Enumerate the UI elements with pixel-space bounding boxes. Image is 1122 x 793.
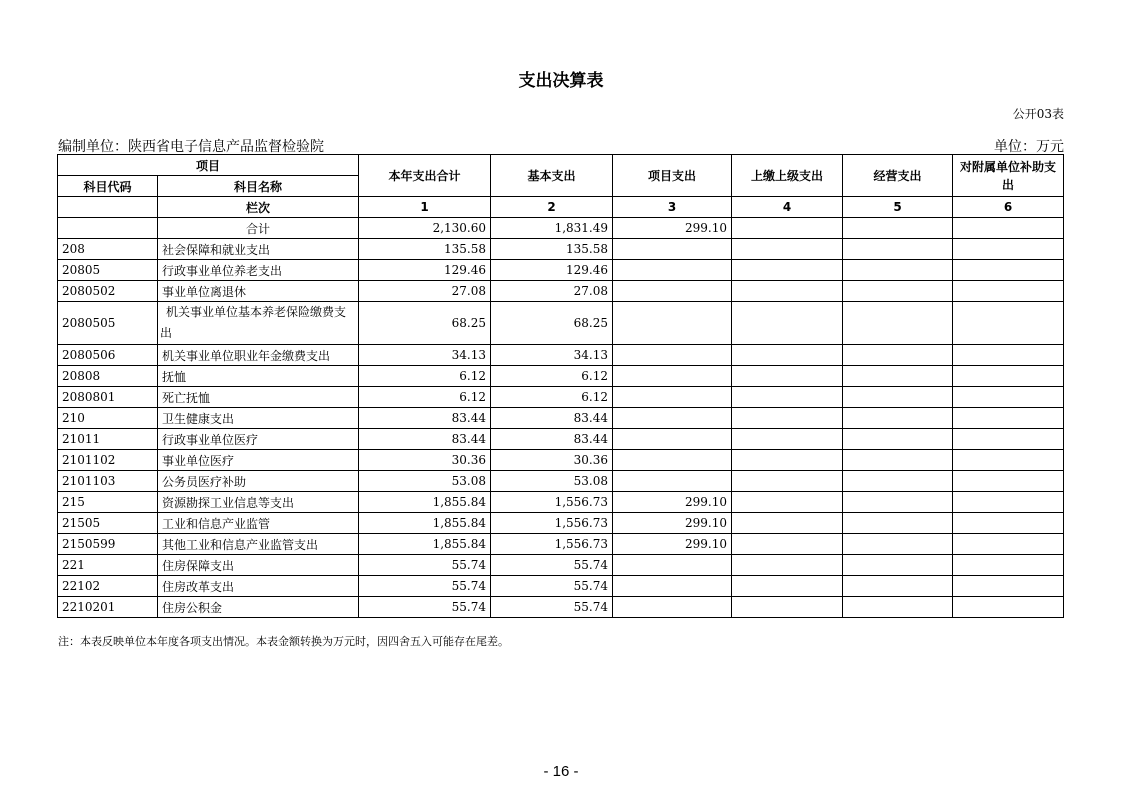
basic-amount: 55.74 bbox=[491, 555, 613, 576]
table-row bbox=[58, 513, 1064, 534]
business-amount bbox=[843, 597, 953, 618]
table-row bbox=[58, 387, 1064, 408]
subject-name: 死亡抚恤 bbox=[158, 387, 359, 408]
subject-code: 20808 bbox=[58, 366, 158, 387]
footnote: 注：本表反映单位本年度各项支出情况。本表金额转换为万元时，因四舍五入可能存在尾差。 bbox=[58, 635, 509, 648]
business-amount bbox=[843, 260, 953, 281]
business-amount bbox=[843, 239, 953, 260]
header-item: 项目 bbox=[58, 155, 359, 176]
subject-code: 208 bbox=[58, 239, 158, 260]
upper-amount bbox=[732, 260, 843, 281]
business-amount bbox=[843, 450, 953, 471]
total-amount: 30.36 bbox=[359, 450, 491, 471]
total-amount: 27.08 bbox=[359, 281, 491, 302]
business-amount bbox=[843, 492, 953, 513]
upper-amount bbox=[732, 387, 843, 408]
subject-code: 2080505 bbox=[58, 302, 158, 345]
subsidiary-amount bbox=[953, 471, 1064, 492]
total-amount: 6.12 bbox=[359, 387, 491, 408]
basic-amount: 1,831.49 bbox=[491, 218, 613, 239]
subsidiary-amount bbox=[953, 534, 1064, 555]
subject-name: 公务员医疗补助 bbox=[158, 471, 359, 492]
table-row bbox=[58, 302, 1064, 345]
business-amount bbox=[843, 576, 953, 597]
column-number: 6 bbox=[953, 197, 1064, 218]
project-amount bbox=[613, 281, 732, 302]
table-row bbox=[58, 239, 1064, 260]
table-row bbox=[58, 576, 1064, 597]
subject-name: 社会保障和就业支出 bbox=[158, 239, 359, 260]
upper-amount bbox=[732, 576, 843, 597]
subsidiary-amount bbox=[953, 450, 1064, 471]
project-amount bbox=[613, 260, 732, 281]
subject-code: 2101102 bbox=[58, 450, 158, 471]
project-amount: 299.10 bbox=[613, 513, 732, 534]
basic-amount: 55.74 bbox=[491, 597, 613, 618]
total-label: 合计 bbox=[158, 218, 359, 239]
basic-amount: 1,556.73 bbox=[491, 513, 613, 534]
table-row bbox=[58, 345, 1064, 366]
subsidiary-amount bbox=[953, 260, 1064, 281]
basic-amount: 34.13 bbox=[491, 345, 613, 366]
subsidiary-amount bbox=[953, 576, 1064, 597]
upper-amount bbox=[732, 597, 843, 618]
upper-amount bbox=[732, 302, 843, 345]
subject-name: 其他工业和信息产业监管支出 bbox=[158, 534, 359, 555]
basic-amount: 30.36 bbox=[491, 450, 613, 471]
header-total: 本年支出合计 bbox=[359, 155, 491, 197]
currency-unit: 单位：万元 bbox=[994, 139, 1064, 155]
total-amount: 1,855.84 bbox=[359, 492, 491, 513]
table-row bbox=[58, 492, 1064, 513]
subject-code: 2080801 bbox=[58, 387, 158, 408]
table-row bbox=[58, 471, 1064, 492]
upper-amount bbox=[732, 492, 843, 513]
subject-name: 住房公积金 bbox=[158, 597, 359, 618]
subject-name: 行政事业单位养老支出 bbox=[158, 260, 359, 281]
subsidiary-amount bbox=[953, 555, 1064, 576]
subject-name: 行政事业单位医疗 bbox=[158, 429, 359, 450]
subject-name: 工业和信息产业监管 bbox=[158, 513, 359, 534]
header-subsidiary: 对附属单位补助支出 bbox=[953, 155, 1064, 197]
table-row bbox=[58, 408, 1064, 429]
reporting-unit: 编制单位：陕西省电子信息产品监督检验院 bbox=[58, 139, 324, 155]
subsidiary-amount bbox=[953, 239, 1064, 260]
business-amount bbox=[843, 345, 953, 366]
total-amount: 129.46 bbox=[359, 260, 491, 281]
subject-name: 住房保障支出 bbox=[158, 555, 359, 576]
subsidiary-amount bbox=[953, 597, 1064, 618]
page-number: - 16 - bbox=[543, 763, 579, 780]
basic-amount: 53.08 bbox=[491, 471, 613, 492]
header-name: 科目名称 bbox=[158, 176, 359, 197]
basic-amount: 6.12 bbox=[491, 366, 613, 387]
header-upper: 上缴上级支出 bbox=[732, 155, 843, 197]
basic-amount: 1,556.73 bbox=[491, 492, 613, 513]
subject-code: 21011 bbox=[58, 429, 158, 450]
table-row bbox=[58, 597, 1064, 618]
business-amount bbox=[843, 471, 953, 492]
table-row bbox=[58, 281, 1064, 302]
header-business: 经营支出 bbox=[843, 155, 953, 197]
subject-code: 2150599 bbox=[58, 534, 158, 555]
project-amount bbox=[613, 576, 732, 597]
project-amount: 299.10 bbox=[613, 534, 732, 555]
subject-name: 卫生健康支出 bbox=[158, 408, 359, 429]
upper-amount bbox=[732, 534, 843, 555]
subsidiary-amount bbox=[953, 345, 1064, 366]
subject-code: 20805 bbox=[58, 260, 158, 281]
total-amount: 68.25 bbox=[359, 302, 491, 345]
header-code: 科目代码 bbox=[58, 176, 158, 197]
upper-amount bbox=[732, 345, 843, 366]
subject-name: 事业单位离退休 bbox=[158, 281, 359, 302]
project-amount bbox=[613, 597, 732, 618]
total-amount: 55.74 bbox=[359, 597, 491, 618]
form-code: 公开03表 bbox=[1012, 107, 1064, 121]
total-amount: 53.08 bbox=[359, 471, 491, 492]
total-amount: 55.74 bbox=[359, 576, 491, 597]
project-amount bbox=[613, 302, 732, 345]
project-amount bbox=[613, 555, 732, 576]
total-amount: 6.12 bbox=[359, 366, 491, 387]
column-number: 1 bbox=[359, 197, 491, 218]
business-amount bbox=[843, 429, 953, 450]
subsidiary-amount bbox=[953, 387, 1064, 408]
upper-amount bbox=[732, 366, 843, 387]
subject-name: 住房改革支出 bbox=[158, 576, 359, 597]
upper-amount bbox=[732, 471, 843, 492]
basic-amount: 6.12 bbox=[491, 387, 613, 408]
project-amount bbox=[613, 387, 732, 408]
column-number: 2 bbox=[491, 197, 613, 218]
subject-code: 210 bbox=[58, 408, 158, 429]
total-amount: 135.58 bbox=[359, 239, 491, 260]
subject-code: 21505 bbox=[58, 513, 158, 534]
column-number: 4 bbox=[732, 197, 843, 218]
subsidiary-amount bbox=[953, 366, 1064, 387]
subject-name: 资源勘探工业信息等支出 bbox=[158, 492, 359, 513]
subject-code: 2080506 bbox=[58, 345, 158, 366]
basic-amount: 83.44 bbox=[491, 408, 613, 429]
total-amount: 34.13 bbox=[359, 345, 491, 366]
project-amount bbox=[613, 239, 732, 260]
business-amount bbox=[843, 366, 953, 387]
upper-amount bbox=[732, 281, 843, 302]
upper-amount bbox=[732, 408, 843, 429]
table-row bbox=[58, 429, 1064, 450]
header-basic: 基本支出 bbox=[491, 155, 613, 197]
business-amount bbox=[843, 555, 953, 576]
expenditure-table bbox=[57, 154, 1064, 618]
table-row bbox=[58, 534, 1064, 555]
subject-name: 事业单位医疗 bbox=[158, 450, 359, 471]
project-amount bbox=[613, 450, 732, 471]
basic-amount: 135.58 bbox=[491, 239, 613, 260]
subject-code: 215 bbox=[58, 492, 158, 513]
table-row bbox=[58, 450, 1064, 471]
upper-amount bbox=[732, 513, 843, 534]
subsidiary-amount bbox=[953, 492, 1064, 513]
table-row bbox=[58, 260, 1064, 281]
basic-amount: 55.74 bbox=[491, 576, 613, 597]
upper-amount bbox=[732, 239, 843, 260]
total-amount: 55.74 bbox=[359, 555, 491, 576]
subject-code: 2080502 bbox=[58, 281, 158, 302]
upper-amount bbox=[732, 450, 843, 471]
column-number: 5 bbox=[843, 197, 953, 218]
subject-code: 22102 bbox=[58, 576, 158, 597]
header-blank bbox=[58, 197, 158, 218]
subject-code: 2101103 bbox=[58, 471, 158, 492]
business-amount bbox=[843, 387, 953, 408]
basic-amount: 129.46 bbox=[491, 260, 613, 281]
subject-name: 抚恤 bbox=[158, 366, 359, 387]
subsidiary-amount bbox=[953, 302, 1064, 345]
basic-amount: 1,556.73 bbox=[491, 534, 613, 555]
header-project: 项目支出 bbox=[613, 155, 732, 197]
upper-amount bbox=[732, 555, 843, 576]
table-row bbox=[58, 555, 1064, 576]
upper-amount bbox=[732, 429, 843, 450]
project-amount bbox=[613, 429, 732, 450]
project-amount bbox=[613, 345, 732, 366]
subsidiary-amount bbox=[953, 281, 1064, 302]
total-amount: 1,855.84 bbox=[359, 513, 491, 534]
subsidiary-amount bbox=[953, 513, 1064, 534]
basic-amount: 68.25 bbox=[491, 302, 613, 345]
project-amount bbox=[613, 366, 732, 387]
business-amount bbox=[843, 302, 953, 345]
report-title: 支出决算表 bbox=[518, 71, 604, 91]
total-amount: 1,855.84 bbox=[359, 534, 491, 555]
basic-amount: 27.08 bbox=[491, 281, 613, 302]
subject-code: 2210201 bbox=[58, 597, 158, 618]
subject-name: 机关事业单位职业年金缴费支出 bbox=[158, 345, 359, 366]
business-amount bbox=[843, 534, 953, 555]
project-amount bbox=[613, 471, 732, 492]
column-number: 3 bbox=[613, 197, 732, 218]
business-amount bbox=[843, 408, 953, 429]
header-columns-label: 栏次 bbox=[158, 197, 359, 218]
basic-amount: 83.44 bbox=[491, 429, 613, 450]
business-amount bbox=[843, 281, 953, 302]
subject-name: 机关事业单位基本养老保险缴费支出 bbox=[158, 302, 359, 345]
project-amount: 299.10 bbox=[613, 492, 732, 513]
project-amount bbox=[613, 408, 732, 429]
subsidiary-amount bbox=[953, 429, 1064, 450]
subsidiary-amount bbox=[953, 408, 1064, 429]
subject-code: 221 bbox=[58, 555, 158, 576]
total-amount: 83.44 bbox=[359, 408, 491, 429]
total-amount: 2,130.60 bbox=[359, 218, 491, 239]
business-amount bbox=[843, 513, 953, 534]
total-row bbox=[58, 218, 1064, 239]
table-row bbox=[58, 366, 1064, 387]
project-amount: 299.10 bbox=[613, 218, 732, 239]
total-amount: 83.44 bbox=[359, 429, 491, 450]
